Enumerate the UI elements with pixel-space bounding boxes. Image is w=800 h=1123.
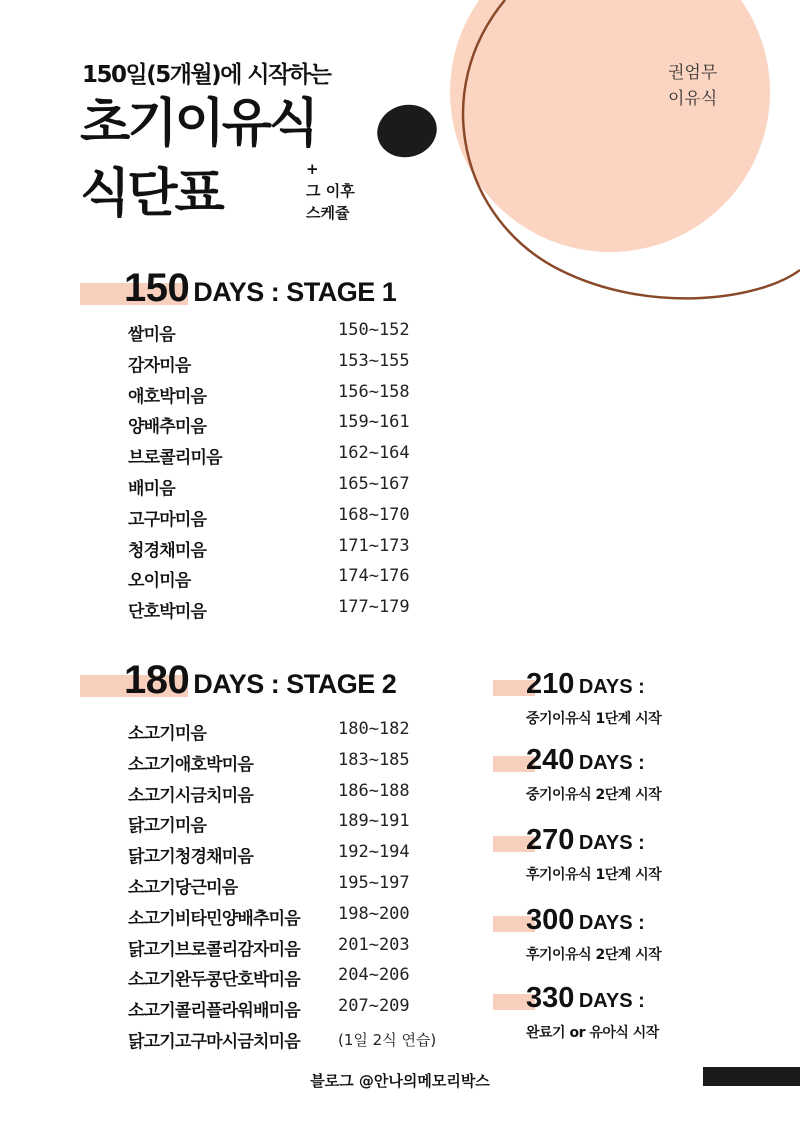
stage2-day-range: 201~203: [338, 934, 410, 955]
stage2-day-range: 198~200: [338, 903, 410, 924]
stage1-day-range: 168~170: [338, 504, 410, 525]
handwritten-note: [668, 60, 717, 112]
stage2-day-range: 180~182: [338, 719, 410, 739]
stage1-food-item: 오이미음: [128, 571, 191, 592]
side-note: [306, 158, 355, 224]
stage2-day-range: 183~185: [338, 749, 410, 770]
stage1-food-item: 애호박미음: [128, 386, 207, 407]
stage2-food-item: 소고기애호박미음: [128, 754, 253, 775]
stage1-food-item: 고구마미음: [128, 509, 207, 530]
stage1-day-range: 162~164: [338, 443, 410, 464]
handwritten-line2: 이유식: [668, 89, 718, 109]
milestone-description: 중기이유식 2단계 시작: [526, 787, 662, 803]
milestone-description: 완료기 or 유아식 시작: [526, 1025, 659, 1041]
milestone-heading: [526, 824, 645, 857]
milestone-label: DAYS :: [578, 752, 645, 774]
milestone-label: DAYS :: [578, 912, 645, 934]
milestone-heading: [526, 744, 645, 777]
stage1-day-range: 150~152: [338, 320, 410, 340]
milestone-label: DAYS :: [578, 990, 645, 1012]
milestone-day-number: 300: [526, 904, 575, 936]
stage2-day-number: 180: [124, 658, 190, 702]
stage2-food-item: 소고기콜리플라워배미음: [128, 1001, 300, 1022]
milestone-label: DAYS :: [578, 676, 645, 698]
stage1-day-range: 177~179: [338, 597, 410, 618]
stage2-food-item: 닭고기미음: [128, 816, 207, 837]
stage1-label: DAYS : STAGE 1: [193, 277, 397, 307]
milestone-heading: [526, 982, 645, 1015]
black-blob: [371, 98, 442, 164]
stage1-day-range: 165~167: [338, 474, 410, 494]
stage2-food-item: 소고기당근미음: [128, 878, 238, 898]
stage2-food-item: 소고기시금치미음: [128, 785, 253, 806]
milestone-heading: [526, 668, 645, 701]
side-note-line2: 스케쥴: [306, 204, 350, 222]
handwritten-line1: 권엄무: [668, 63, 718, 83]
stage2-food-item: 소고기비타민양배추미음: [128, 908, 300, 929]
milestone-description: 후기이유식 2단계 시작: [526, 947, 662, 963]
milestone-day-number: 240: [526, 744, 575, 776]
stage1-food-item: 쌀미음: [128, 325, 175, 345]
page-subtitle: 150일(5개월)에 시작하는: [82, 62, 331, 88]
milestone-label: DAYS :: [578, 832, 645, 854]
stage1-day-number: 150: [124, 266, 190, 310]
milestone-day-number: 330: [526, 982, 575, 1014]
stage2-food-item: 소고기완두콩단호박미음: [128, 970, 300, 991]
stage2-label: DAYS : STAGE 2: [193, 669, 397, 699]
stage1-food-item: 청경채미음: [128, 540, 207, 561]
stage2-day-range: 207~209: [338, 996, 410, 1017]
side-note-line1: 그 이후: [306, 182, 355, 200]
stage1-day-range: 153~155: [338, 350, 410, 371]
stage1-food-item: 감자미음: [128, 355, 191, 376]
footer-blog-credit: 블로그 @안나의메모리박스: [310, 1072, 490, 1090]
stage1-day-range: 159~161: [338, 412, 410, 433]
stage1-food-item: 단호박미음: [128, 602, 207, 623]
stage2-day-range: 204~206: [338, 965, 410, 986]
stage2-day-range: 186~188: [338, 780, 410, 801]
stage2-food-item: 닭고기청경채미음: [128, 847, 253, 868]
footer-black-bar: [703, 1067, 800, 1086]
stage2-food-item: 닭고기고구마시금치미음: [128, 1032, 300, 1052]
stage2-heading: [124, 658, 396, 703]
milestone-description: 후기이유식 1단계 시작: [526, 867, 662, 883]
milestone-day-number: 210: [526, 668, 575, 700]
stage1-food-item: 브로콜리미음: [128, 448, 222, 469]
stage2-day-range: 192~194: [338, 842, 410, 863]
milestone-heading: [526, 904, 645, 937]
page-title-line2: 식단표: [80, 164, 222, 224]
plus-sign: +: [306, 160, 319, 178]
stage2-food-item: 소고기미음: [128, 724, 207, 744]
stage1-day-range: 171~173: [338, 535, 410, 556]
stage2-day-range: 195~197: [338, 873, 410, 893]
stage1-food-item: 배미음: [128, 479, 175, 499]
milestone-description: 중기이유식 1단계 시작: [526, 711, 662, 727]
stage1-heading: [124, 266, 396, 311]
stage2-day-range: 189~191: [338, 811, 410, 832]
stage1-food-item: 양배추미음: [128, 417, 207, 438]
stage2-food-item: 닭고기브로콜리감자미음: [128, 939, 300, 960]
peach-circle: [450, 0, 770, 252]
stage1-day-range: 174~176: [338, 566, 410, 587]
milestone-day-number: 270: [526, 824, 575, 856]
stage1-day-range: 156~158: [338, 381, 410, 402]
stage2-day-range: (1일 2식 연습): [338, 1031, 437, 1049]
page-title-line1: 초기이유식: [80, 94, 317, 154]
